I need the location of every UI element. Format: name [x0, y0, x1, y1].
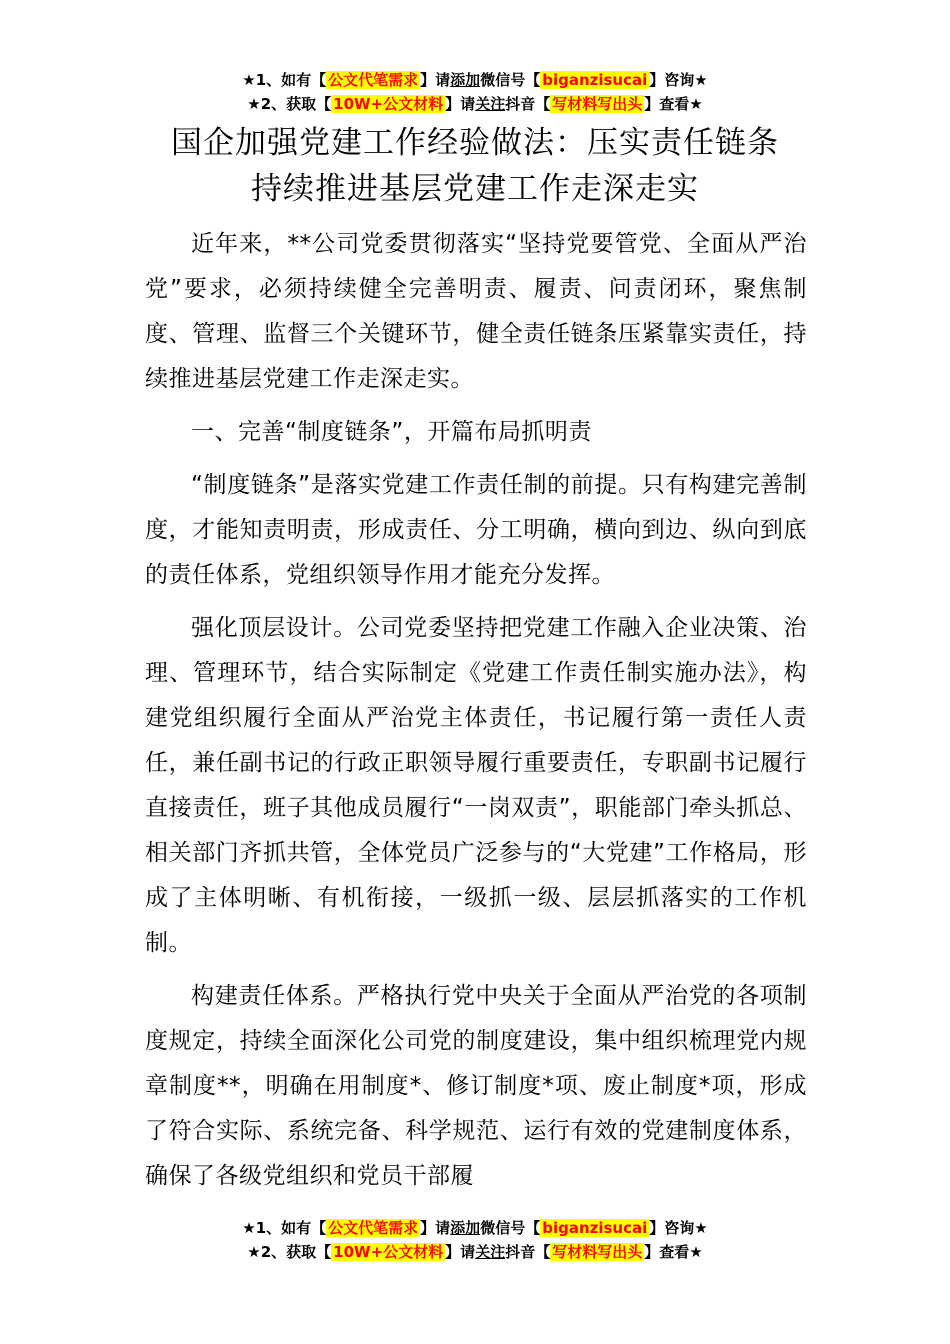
banner-text: 1、如有【: [255, 1219, 327, 1237]
highlight-wechat-id: biganzisucai: [542, 1219, 648, 1237]
banner-text: 】请: [420, 71, 451, 89]
highlight-materials: 10W+公文材料: [333, 95, 444, 113]
banner-text: 1、如有【: [255, 71, 327, 89]
highlight-wechat-id: biganzisucai: [542, 71, 648, 89]
banner-line-2: [0, 1240, 950, 1264]
star-icon: ★: [247, 1243, 261, 1261]
banner-line-1: [0, 1216, 950, 1240]
highlight-service: 公文代笔需求: [328, 71, 419, 89]
header-banner: [0, 68, 950, 116]
banner-underlined: 关注: [475, 95, 506, 113]
banner-text: 】咨询: [649, 1219, 695, 1237]
star-icon: ★: [694, 71, 708, 89]
star-icon: ★: [242, 71, 256, 89]
star-icon: ★: [694, 1219, 708, 1237]
banner-text: 微信号【: [480, 71, 541, 89]
paragraph: 构建责任体系。严格执行党中央关于全面从严治党的各项制度规定，持续全面深化公司党的制度建设，集中组织梳理党内规章制度**，明确在用制度*、修订制度*项、废止制度*项，形成了符合实际、系统完备、科学规范、运行有效的党建制度体系，确保了各级党组织和党员干部履: [145, 983, 807, 1189]
paragraph: “制度链条”是落实党建工作责任制的前提。只有构建完善制度，才能知责明责，形成责任、分工明确，横向到边、纵向到底的责任体系，党组织领导作用才能充分发挥。: [145, 472, 807, 588]
banner-text: 】请: [445, 95, 476, 113]
banner-text: 2、获取【: [260, 95, 332, 113]
paragraph-intro: 近年来，**公司党委贯彻落实“坚持党要管党、全面从严治党”要求，必须持续健全完善明责、履责、问责闭环，聚焦制度、管理、监督三个关键环节，健全责任链条压紧靠实责任，持续推进基层党建工作走深走实。: [145, 231, 807, 392]
title-line-2: 持续推进基层党建工作走深走实: [251, 171, 699, 207]
banner-underlined: 添加: [450, 1219, 481, 1237]
banner-text: 】咨询: [649, 71, 695, 89]
banner-text: 】请: [445, 1243, 476, 1261]
highlight-douyin-account: 写材料写出头: [552, 1243, 643, 1261]
star-icon: ★: [242, 1219, 256, 1237]
highlight-douyin-account: 写材料写出头: [552, 95, 643, 113]
banner-line-2: [0, 92, 950, 116]
banner-text: 抖音【: [505, 95, 551, 113]
banner-text: 】查看: [644, 95, 690, 113]
footer-banner: [0, 1216, 950, 1264]
star-icon: ★: [689, 95, 703, 113]
banner-text: 】查看: [644, 1243, 690, 1261]
section-heading-1: 一、完善“制度链条”，开篇布局抓明责: [191, 419, 592, 445]
star-icon: ★: [247, 95, 261, 113]
banner-text: 微信号【: [480, 1219, 541, 1237]
highlight-service: 公文代笔需求: [328, 1219, 419, 1237]
document-title: [0, 120, 950, 212]
banner-underlined: 添加: [450, 71, 481, 89]
paragraph: 强化顶层设计。公司党委坚持把党建工作融入企业决策、治理、管理环节，结合实际制定《党建工作责任制实施办法》，构建党组织履行全面从严治党主体责任，书记履行第一责任人责任，兼任副书记的行政正职领导履行重要责任，专职副书记履行直接责任，班子其他成员履行“一岗双责”，职能部门牵头抓总、相关部门齐抓共管，全体党员广泛参与的“大党建”工作格局，形成了主体明晰、有机衔接，一级抓一级、层层抓落实的工作机制。: [145, 615, 807, 956]
title-line-1: 国企加强党建工作经验做法：压实责任链条: [171, 125, 779, 161]
highlight-materials: 10W+公文材料: [333, 1243, 444, 1261]
banner-text: 2、获取【: [260, 1243, 332, 1261]
document-body: [145, 222, 807, 1207]
banner-line-1: [0, 68, 950, 92]
banner-underlined: 关注: [475, 1243, 506, 1261]
banner-text: 】请: [420, 1219, 451, 1237]
banner-text: 抖音【: [505, 1243, 551, 1261]
star-icon: ★: [689, 1243, 703, 1261]
